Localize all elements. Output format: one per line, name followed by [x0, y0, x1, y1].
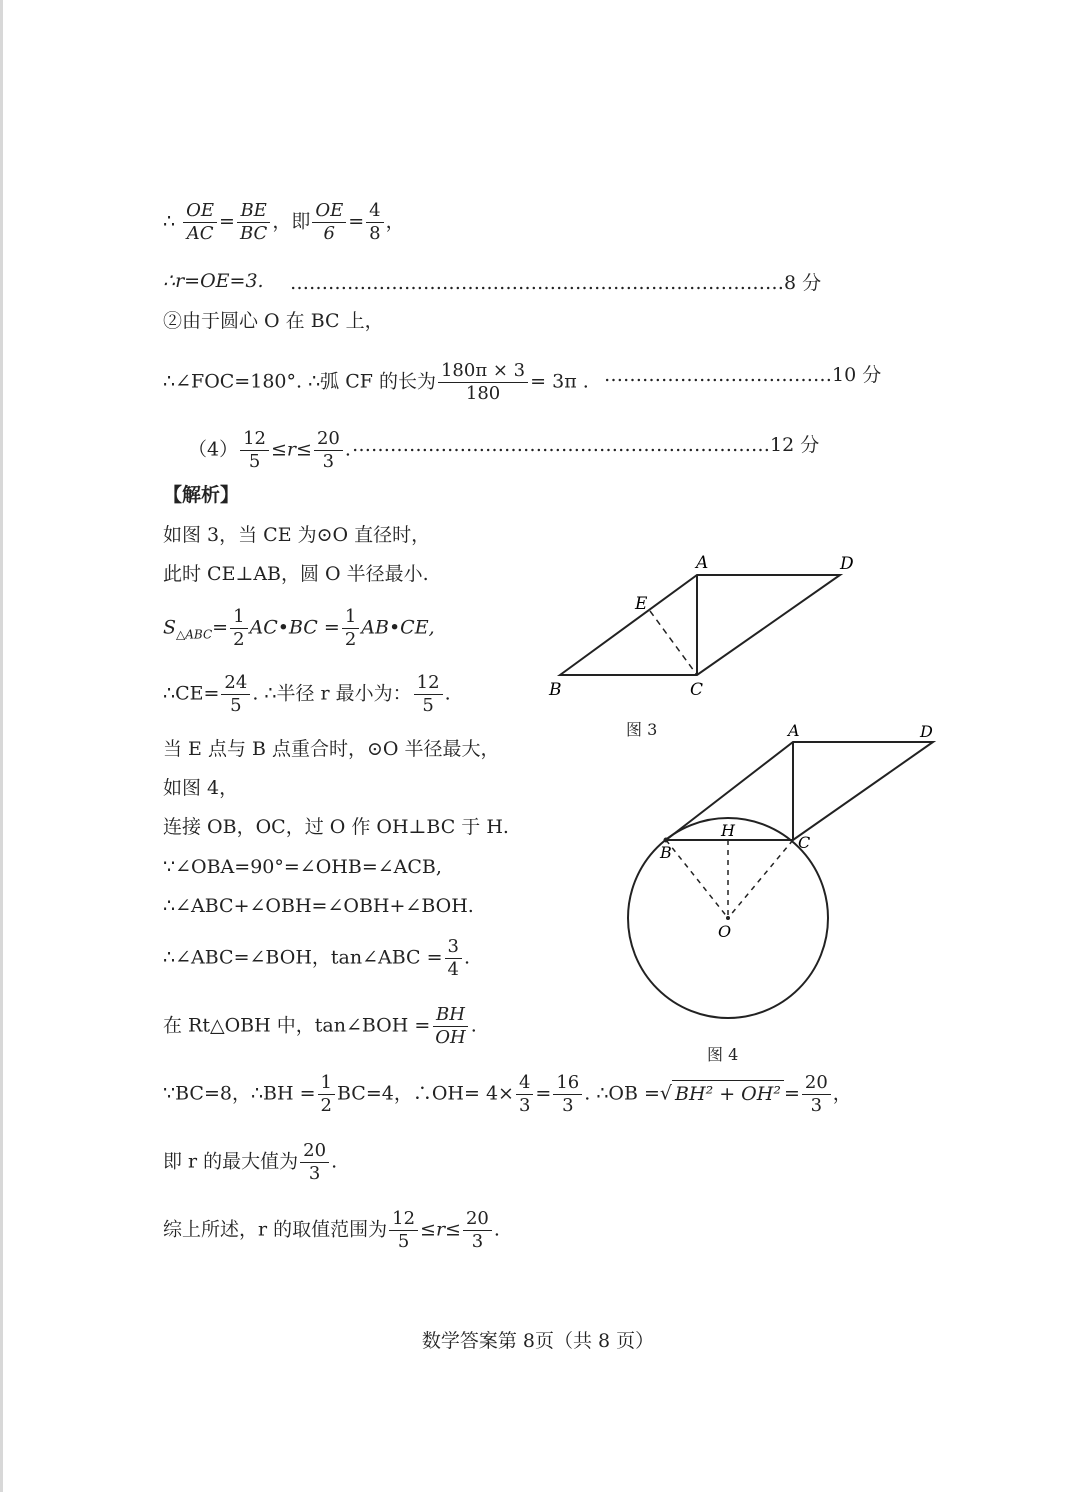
label-d: D — [840, 554, 854, 574]
score-10: ………………………………10 分 — [604, 364, 882, 386]
page-footer: 数学答案第 8页（共 8 页） — [421, 1330, 655, 1352]
segment-ob-dashed — [666, 840, 728, 918]
figure-4-caption: 图 4 — [707, 1045, 739, 1064]
parallelogram-abcd — [560, 575, 840, 675]
label-b: B — [549, 680, 562, 700]
score-8: ……………………………………………………………………8 分 — [290, 272, 822, 294]
label-h: H — [721, 821, 735, 840]
analysis-line-max: 当 E 点与 B 点重合时，⊙O 半径最大， — [163, 738, 500, 760]
fraction: $\frac{1}{2}$ — [230, 606, 247, 651]
ob-calc-line: ∵BC=8，∴BH = $\frac{1}{2}$ BC=4，∴OH= 4× $\frac{4}{3}$ = $\frac{16}{3}$ . ∴OB =√ BH² + OH² = $\frac{20}{3}$ ， — [163, 1072, 852, 1116]
fraction: $\frac{BE}{BC}$ — [237, 200, 270, 245]
fraction: $\frac{3}{4}$ — [445, 936, 462, 981]
analysis-line-angles: ∵∠OBA=90°=∠OHB=∠ACB, — [163, 856, 442, 878]
fraction: $\frac{BH}{OH}$ — [432, 1004, 468, 1049]
fraction: $\frac{4}{3}$ — [516, 1072, 533, 1117]
fraction: $\frac{1}{2}$ — [318, 1072, 335, 1117]
r-max-line: 即 r 的最大值为 $\frac{20}{3}$ . — [163, 1140, 338, 1184]
figure-3-diagram — [540, 545, 870, 710]
center-on-bc-line: ②由于圆心 O 在 BC 上， — [163, 310, 384, 332]
figure-4-diagram — [620, 718, 940, 1023]
fraction: $\frac{180\pi \times 3}{180}$ — [438, 360, 528, 405]
fraction: $\frac{20}{3}$ — [314, 428, 343, 473]
analysis-line-angle-sum: ∴∠ABC+∠OBH=∠OBH+∠BOH. — [163, 895, 474, 917]
analysis-heading: 【解析】 — [163, 484, 240, 506]
fraction: $\frac{12}{5}$ — [240, 428, 269, 473]
analysis-line-1: 如图 3，当 CE 为⊙O 直径时， — [163, 524, 431, 546]
fraction: $\frac{OE}{AC}$ — [183, 200, 217, 245]
segment-ce-dashed — [650, 611, 697, 675]
label-c: C — [690, 680, 704, 700]
analysis-line-2: 此时 CE⊥AB，圆 O 半径最小. — [163, 563, 429, 585]
label-d: D — [920, 722, 933, 741]
fraction: $\frac{20}{3}$ — [463, 1208, 492, 1253]
fraction: $\frac{16}{3}$ — [553, 1072, 582, 1117]
analysis-line-connect: 连接 OB，OC，过 O 作 OH⊥BC 于 H. — [163, 816, 509, 838]
sqrt-expression: BH² + OH² — [672, 1080, 784, 1107]
label-c: C — [798, 833, 811, 852]
label-a: A — [696, 553, 709, 573]
fraction: $\frac{OE}{6}$ — [312, 200, 346, 245]
parallelogram-abcd — [666, 742, 933, 840]
segment-oc-dashed — [728, 840, 793, 918]
radius-result-line: ∴r=OE=3. — [163, 270, 264, 292]
score-12: …………………………………………………………12 分 — [352, 434, 820, 456]
fraction: $\frac{24}{5}$ — [221, 672, 250, 717]
tan-abc-line: ∴∠ABC=∠BOH，tan∠ABC = $\frac{3}{4}$ . — [163, 936, 471, 980]
eq-ratio-line: ∴ $\frac{OE}{AC}$ = $\frac{BE}{BC}$ ，即 $\frac{OE}{6}$ = $\frac{4}{8}$ ， — [163, 200, 405, 244]
figure-3-caption: 图 3 — [626, 720, 658, 739]
area-formula-line: $S_{\triangle ABC}=$ $\frac{1}{2}$ AC•BC = $\frac{1}{2}$ AB•CE, — [163, 606, 435, 650]
fraction: $\frac{4}{8}$ — [366, 200, 383, 245]
page-border — [0, 0, 3, 1492]
arc-length-line: ∴∠FOC=180°. ∴弧 CF 的长为 $\frac{180\pi \times 3}{180}$ = 3π . — [163, 360, 589, 404]
label-b: B — [660, 843, 672, 862]
fraction: $\frac{20}{3}$ — [802, 1072, 831, 1117]
tan-boh-line: 在 Rt△OBH 中，tan∠BOH = $\frac{BH}{OH}$ . — [163, 1004, 477, 1048]
point-o — [726, 916, 730, 920]
analysis-line-fig4: 如图 4， — [163, 777, 239, 799]
fraction: $\frac{20}{3}$ — [300, 1140, 329, 1185]
r-range-line: 综上所述，r 的取值范围为 $\frac{12}{5}$ ≤r≤ $\frac{20}{3}$ . — [163, 1208, 500, 1252]
label-e: E — [635, 594, 648, 614]
therefore-symbol: ∴ — [163, 210, 176, 233]
point-b — [664, 838, 669, 843]
ce-min-line: ∴CE= $\frac{24}{5}$ . ∴半径 r 最小为： $\frac{12}{5}$ . — [163, 672, 451, 716]
label-a: A — [788, 721, 800, 740]
fraction: $\frac{12}{5}$ — [389, 1208, 418, 1253]
label-o: O — [718, 922, 732, 941]
fraction: $\frac{1}{2}$ — [342, 606, 359, 651]
answer-4-line: （4） $\frac{12}{5}$ ≤r≤ $\frac{20}{3}$ . — [188, 428, 351, 472]
fraction: $\frac{12}{5}$ — [414, 672, 443, 717]
